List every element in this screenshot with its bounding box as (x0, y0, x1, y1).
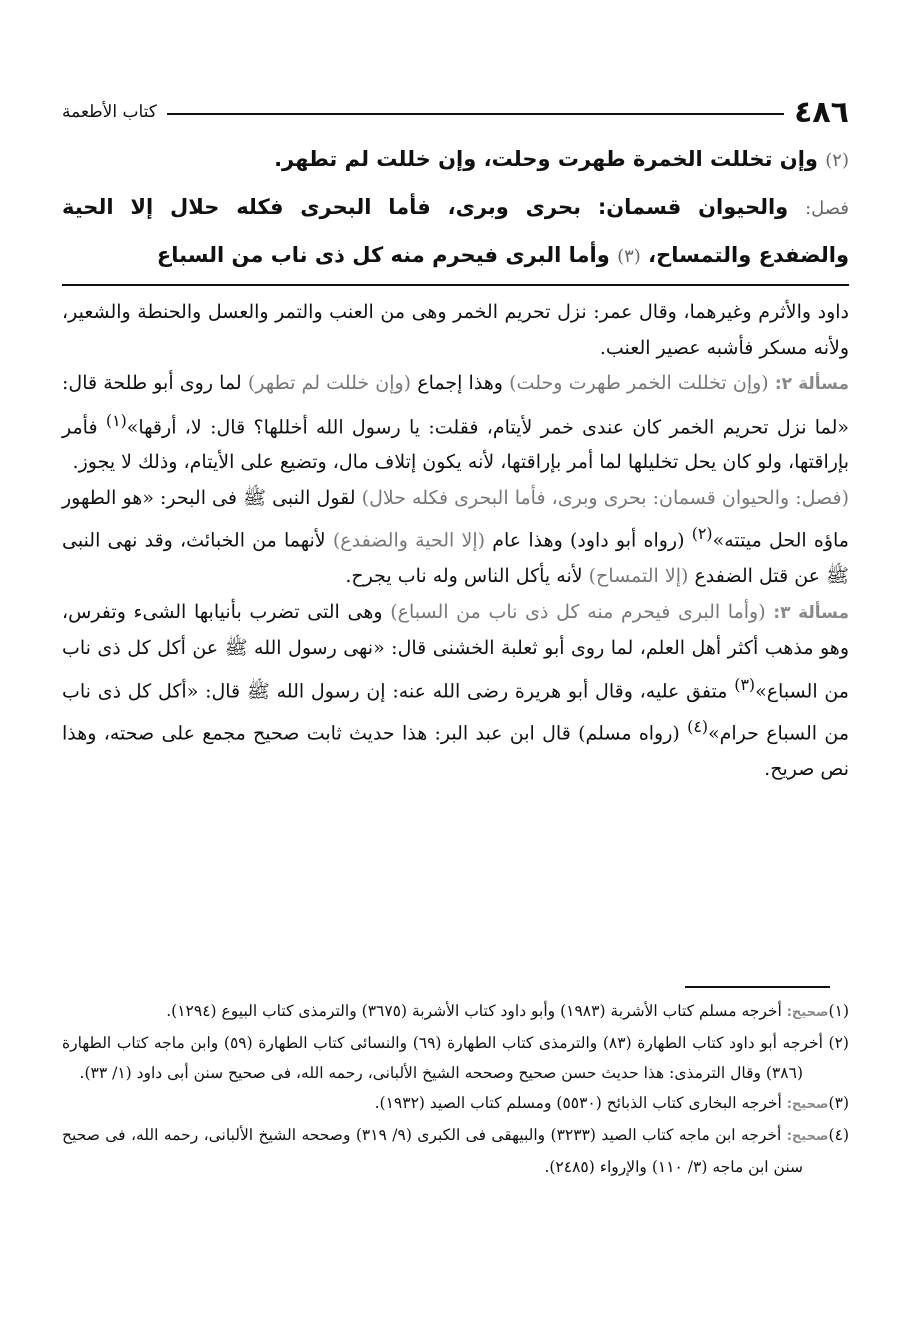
footnote-3-number: (٣) (828, 1094, 849, 1112)
section-text-b: وأما البرى فيحرم منه كل ذى ناب من السباع (156, 243, 610, 267)
matn-line-1 (62, 136, 849, 184)
section-text-a: والحيوان قسمان: بحرى وبرى، فأما البحرى فكله حلال إلا الحية والضفدع والتمساح، (62, 195, 849, 267)
footnotes (62, 996, 849, 1182)
matn-line-1-text: وإن تخللت الخمرة طهرت وحلت، وإن خللت لم تطهر. (274, 147, 818, 171)
masala-3-text-a: وهى التى تضرب بأنيابها الشىء وتفرس، وهو مذهب أكثر أهل العلم، لما روى أبو ثعلبة الخشنى قال: «نهى رسول الله ﷺ عن أكل كل ذى ناب من السباع» (62, 600, 849, 702)
page-number: ٤٨٦ (794, 94, 849, 130)
footnote-3-tag: صحيح: (786, 1097, 829, 1112)
matn-marker-2: (٢) (825, 150, 849, 171)
masala-3-text-c: (رواه مسلم) قال ابن عبد البر: هذا حديث ثابت صحيح مجمع على صحته، وهذا نص صريح. (62, 722, 849, 781)
footnote-rule (685, 986, 830, 988)
header-rule (167, 113, 784, 115)
masala-2-label: مسألة ٢: (774, 374, 849, 394)
masala-2-body-a: لما روى أبو طلحة قال: «لما نزل تحريم الخمر كان عندى خمر لأيتام، فقلت: يا رسول الله أخللها؟ قال: لا، أرقها» (62, 372, 849, 438)
fasl-text-c: لأنهما من الخبائث، وقد نهى النبى ﷺ عن قتل الضفدع (62, 529, 849, 588)
matn-marker-3: (٣) (617, 246, 641, 267)
footnote-4-number: (٤) (828, 1126, 849, 1144)
footnote-4 (62, 1120, 849, 1182)
fasl-text-b: (رواه أبو داود) وهذا عام (492, 529, 685, 552)
masala-3-text-b: متفق عليه، وقال أبو هريرة رضى الله عنه: إن رسول الله ﷺ قال: «أكل كل ذى ناب من السباع حرام» (62, 679, 849, 745)
section-label: فصل: (805, 198, 849, 219)
masala-2-body-b: فأمر بإراقتها، ولو كان يحل تخليلها لما أمر بإراقتها، لأنه يكون إتلاف مال، وتضيع على الأيتام، وذلك لا يجوز. (62, 415, 849, 474)
footnote-ref-1[interactable]: (١) (105, 410, 127, 430)
masala-2-mid: وهذا إجماع (417, 372, 503, 394)
footnote-1-text: أخرجه مسلم كتاب الأشربة (١٩٨٣) وأبو داود كتاب الأشربة (٣٦٧٥) والترمذى كتاب البيوع (١٢٩٤). (166, 1002, 782, 1020)
footnote-4-tag: صحيح: (786, 1129, 829, 1144)
fasl-quote-3: (إلا التمساح) (588, 565, 689, 588)
fasl-text-a: لقول النبى ﷺ فى البحر: «هو الطهور ماؤه الحل ميتته» (62, 486, 849, 552)
masala-2 (62, 366, 849, 481)
fasl-quote-2: (إلا الحية والضفدع) (332, 529, 486, 552)
matn-section (62, 184, 849, 280)
masala-2-quote-2: (وإن خللت لم تطهر) (247, 372, 412, 394)
footnote-2 (62, 1028, 849, 1088)
footnote-3-text: أخرجه البخارى كتاب الذبائح (٥٥٣٠) ومسلم كتاب الصيد (١٩٣٢). (374, 1094, 782, 1112)
commentary (62, 295, 849, 788)
footnote-3 (62, 1088, 849, 1120)
commentary-paragraph-1: داود والأثرم وغيرهما، وقال عمر: نزل تحريم الخمر وهى من العنب والتمر والعسل والحنطة والشعير، ولأنه مسكر فأشبه عصير العنب. (62, 301, 849, 359)
footnote-ref-3[interactable]: (٣) (734, 674, 756, 694)
text-separator (62, 284, 849, 286)
footnote-1-tag: صحيح: (786, 1005, 829, 1020)
footnote-1 (62, 996, 849, 1028)
chapter-title: كتاب الأطعمة (62, 102, 157, 122)
page-header (62, 92, 849, 132)
fasl-text-d: لأنه يأكل الناس وله ناب يجرح. (345, 565, 583, 588)
masala-3-label: مسألة ٣: (773, 602, 849, 623)
main-text (62, 136, 849, 280)
masala-3-quote: (وأما البرى فيحرم منه كل ذى ناب من السباع) (390, 600, 766, 623)
fasl-quote: (فصل: والحيوان قسمان: بحرى وبرى، فأما البحرى فكله حلال) (361, 486, 850, 509)
footnote-1-number: (١) (828, 1002, 849, 1020)
masala-2-quote: (وإن تخللت الخمر طهرت وحلت) (509, 372, 769, 394)
footnote-ref-4[interactable]: (٤) (687, 717, 709, 737)
fasl-paragraph (62, 481, 849, 595)
footnote-2-text: أخرجه أبو داود كتاب الطهارة (٨٣) والترمذى كتاب الطهارة (٦٩) والنسائى كتاب الطهارة (٥٩) وابن ماجه كتاب الطهارة (٣٨٦) وقال الترمذى: هذا حديث حسن صحيح وصححه الشيخ الألبانى، رحمه الله، فى صحيح سنن أبى داود (١/ ٣٣). (62, 1034, 823, 1082)
footnote-ref-2[interactable]: (٢) (691, 524, 713, 544)
footnote-2-number: (٢) (828, 1034, 849, 1052)
masala-3 (62, 595, 849, 788)
footnote-4-text: أخرجه ابن ماجه كتاب الصيد (٣٢٣٣) والبيهقى فى الكبرى (٩/ ٣١٩) وصححه الشيخ الألبانى، رحمه الله، فى صحيح سنن ابن ماجه (٣/ ١١٠) والإرواء (٢٤٨٥). (62, 1126, 803, 1176)
